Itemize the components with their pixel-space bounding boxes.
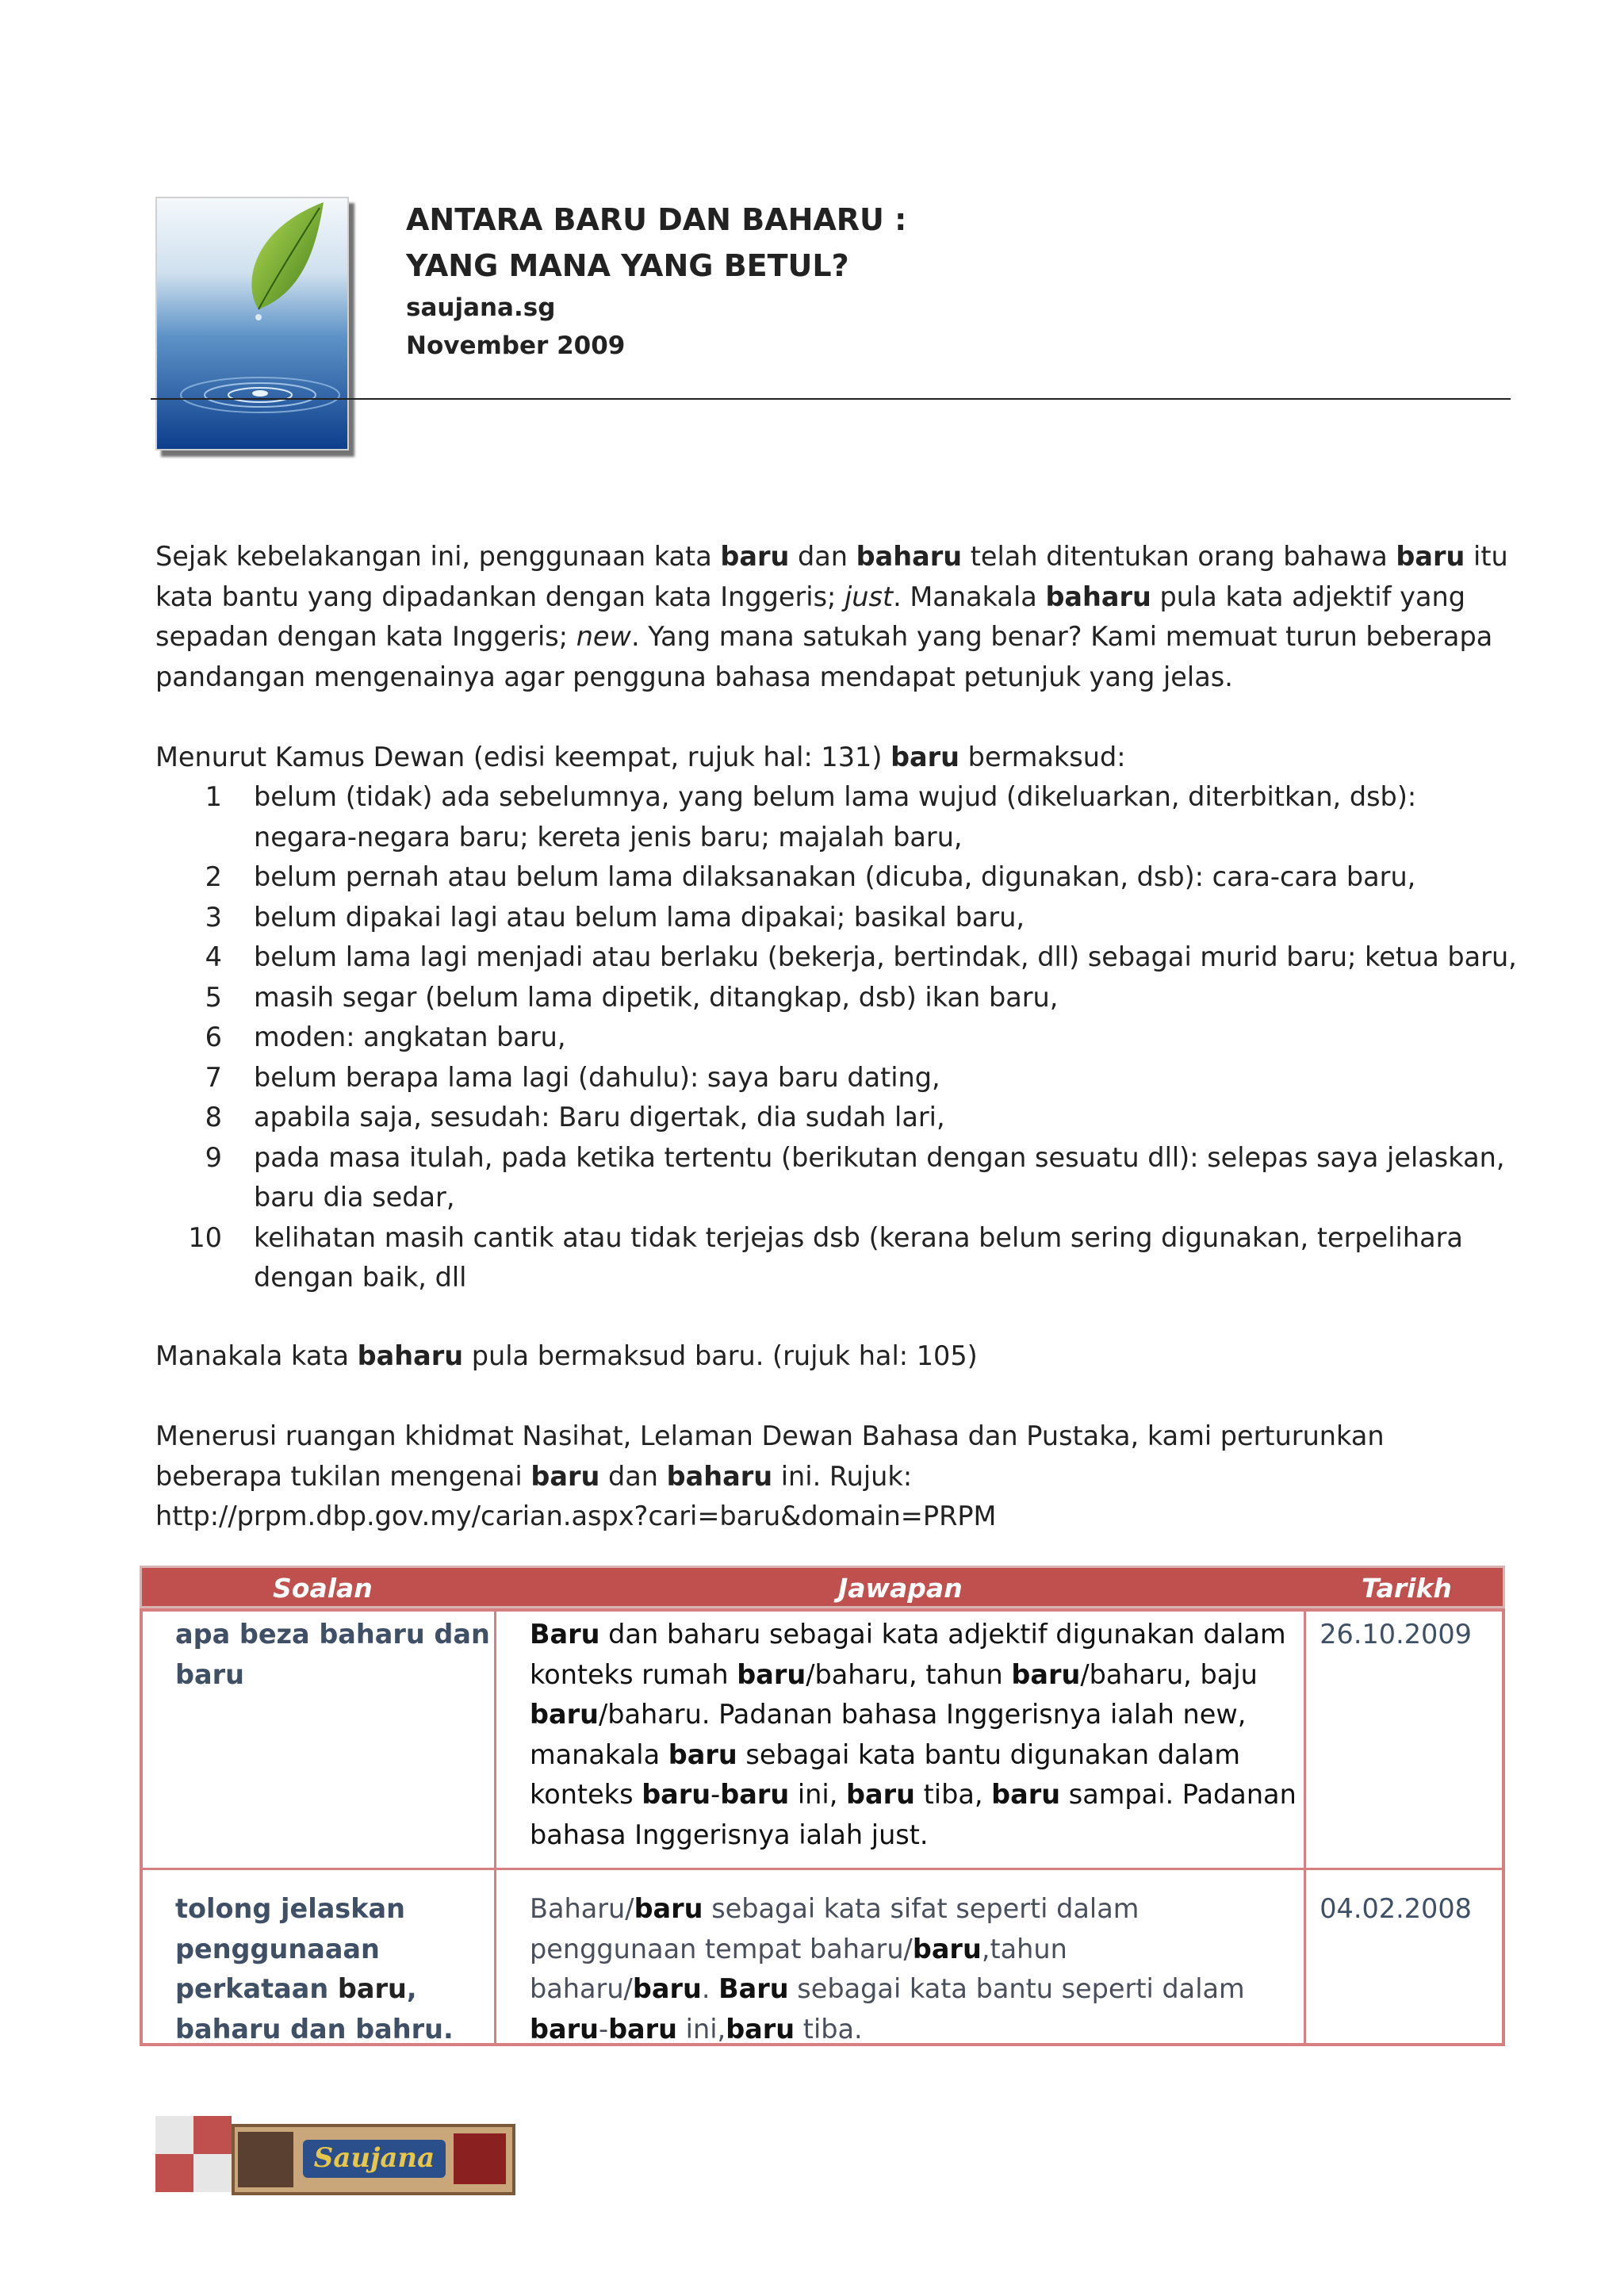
item-number: 6	[205, 1022, 222, 1052]
text-run: /baharu. Padanan bahasa Inggerisnya ialah new,	[598, 1699, 1247, 1730]
table-row-1-question	[175, 1615, 490, 1695]
item-text: pada masa itulah, pada ketika tertentu (berikutan dengan sesuatu dll): selepas saya jelaskan,	[254, 1141, 1505, 1173]
text-run: sampai. Padanan	[1060, 1779, 1297, 1810]
note-line	[155, 1336, 1519, 1377]
item-text: belum berapa lama lagi (dahulu): saya baru dating,	[254, 1061, 940, 1093]
bold-term: baru	[530, 2013, 599, 2045]
bold-term: baru	[668, 1738, 737, 1770]
text-run: dan baharu sebagai kata adjektif digunakan dalam	[599, 1619, 1286, 1650]
bold-term: baru	[891, 742, 960, 772]
text-run: .	[701, 1973, 719, 2004]
table-row-1-answer	[530, 1615, 1297, 1855]
item-text: belum lama lagi menjadi atau berlaku (bekerja, bertindak, dll) sebagai murid baru; ketua baru,	[254, 941, 1517, 972]
text-run: ,	[406, 1973, 417, 2004]
kamus-line	[155, 738, 1519, 778]
column-divider	[494, 1608, 496, 2046]
list-item	[155, 1218, 1535, 1298]
intro-line: pandangan mengenainya agar pengguna bahasa mendapat petunjuk yang jelas.	[155, 661, 1233, 692]
text-run: ini,	[677, 2013, 726, 2045]
title-line-1: ANTARA BARU DAN BAHARU :	[406, 202, 907, 237]
bold-term: baru	[530, 1460, 600, 1492]
list-item	[155, 857, 1535, 898]
item-number: 3	[205, 901, 222, 933]
text-run: baharu/	[530, 1973, 633, 2004]
list-item	[155, 898, 1535, 938]
item-text: moden: angkatan baru,	[254, 1022, 566, 1052]
answer-line	[530, 1615, 1291, 1655]
list-item	[155, 937, 1535, 978]
reference-line: Menerusi ruangan khidmat Nasihat, Lelaman Dewan Bahasa dan Pustaka, kami perturunkan	[155, 1420, 1385, 1451]
intro-line	[155, 617, 1519, 657]
source-label: saujana.sg	[406, 293, 556, 322]
item-number: 4	[205, 941, 222, 972]
text-run: dan	[599, 1460, 667, 1492]
table-row-2-answer	[530, 1889, 1291, 2049]
item-text: negara-negara baru; kereta jenis baru; majalah baru,	[254, 821, 963, 853]
meanings-list	[155, 777, 1535, 1298]
bold-term: baru	[337, 1973, 407, 2004]
text-run: pula bermaksud baru. (rujuk hal: 105)	[463, 1340, 978, 1371]
water-drop-illustration	[157, 198, 347, 449]
publish-date: November 2009	[406, 332, 626, 360]
intro-line	[155, 577, 1519, 618]
text-run: perkataan	[175, 1973, 338, 2004]
text-run: itu	[1465, 541, 1508, 572]
kamus-intro	[155, 738, 1519, 778]
bold-term: Baru	[530, 1619, 600, 1650]
item-text: belum (tidak) ada sebelumnya, yang belum lama wujud (dikeluarkan, diterbitkan, dsb):	[254, 781, 1417, 812]
table-header	[140, 1566, 1505, 1608]
list-item	[155, 1058, 1535, 1098]
row-divider	[140, 1868, 1505, 1870]
list-item	[155, 1098, 1535, 1138]
list-item	[155, 1138, 1535, 1218]
answer-line	[530, 1969, 1291, 2010]
item-number: 10	[188, 1221, 222, 1253]
item-number: 9	[205, 1141, 222, 1173]
bold-term: baru	[726, 2013, 795, 2045]
question-text	[175, 1969, 477, 2010]
answer-line	[530, 1775, 1297, 1815]
text-run: . Manakala	[893, 581, 1046, 612]
water-leaf-image	[155, 197, 349, 450]
reference-line	[155, 1457, 1519, 1497]
text-run: tiba,	[914, 1779, 992, 1810]
bold-term: baru	[1011, 1658, 1081, 1690]
item-text: dengan baik, dll	[254, 1262, 467, 1293]
text-run: tiba.	[795, 2013, 863, 2045]
list-item	[155, 777, 1535, 857]
text-run: sebagai kata bantu seperti dalam	[788, 1973, 1245, 2004]
decor-square	[155, 2116, 193, 2154]
question-text: baru	[175, 1658, 244, 1690]
bold-term: baru	[846, 1779, 915, 1810]
text-run: /baharu, baju	[1080, 1658, 1258, 1690]
bold-term: baharu	[856, 541, 963, 572]
header-jawapan: Jawapan	[838, 1573, 963, 1604]
text-run: penggunaan tempat baharu/	[530, 1933, 913, 1964]
text-run: dan	[789, 541, 856, 572]
decor-square	[193, 2154, 232, 2192]
bold-term: baru	[634, 1893, 703, 1924]
question-text: penggunaaan	[175, 1933, 380, 1964]
bold-term: baru	[720, 1779, 790, 1810]
bold-term: baru	[720, 541, 790, 572]
column-divider	[1304, 1608, 1306, 2046]
item-number: 1	[205, 781, 222, 812]
text-run: -	[598, 2013, 609, 2045]
italic-term: new	[576, 621, 631, 652]
bold-term: baru	[737, 1658, 806, 1690]
reference-url[interactable]: http://prpm.dbp.gov.my/carian.aspx?cari=baru&domain=PRPM	[155, 1501, 997, 1531]
bold-term: baharu	[357, 1340, 464, 1371]
text-run: bermaksud:	[959, 742, 1126, 772]
text-run: . Yang mana satukah yang benar? Kami memuat turun beberapa	[630, 621, 1493, 652]
svg-text:Saujana: Saujana	[313, 2142, 435, 2174]
bold-term: baharu	[1045, 581, 1151, 612]
text-run: Baharu/	[530, 1893, 634, 1924]
text-run: bahasa Inggerisnya ialah just.	[530, 1819, 929, 1850]
answer-line	[530, 1930, 1291, 1970]
text-run: Manakala kata	[155, 1340, 358, 1371]
item-text: baru dia sedar,	[254, 1182, 455, 1213]
text-run: sepadan dengan kata Inggeris;	[155, 621, 576, 652]
header-divider	[151, 398, 1511, 400]
text-run: -	[710, 1779, 721, 1810]
bold-term: baru	[530, 1699, 599, 1730]
list-item	[155, 978, 1535, 1018]
baharu-note	[155, 1336, 1519, 1377]
item-text: belum dipakai lagi atau belum lama dipakai; basikal baru,	[254, 901, 1025, 933]
item-number: 7	[205, 1061, 222, 1093]
bold-term: Baru	[718, 1973, 789, 2004]
bold-term: baru	[608, 2013, 678, 2045]
answer-line	[530, 1655, 1291, 1696]
item-text: masih segar (belum lama dipetik, ditangkap, dsb) ikan baru,	[254, 981, 1059, 1013]
table-row-2-date: 04.02.2008	[1320, 1893, 1472, 1924]
saujana-logo	[232, 2124, 515, 2195]
header-soalan: Soalan	[273, 1573, 373, 1604]
answer-line	[530, 2010, 1291, 2050]
answer-line	[530, 1889, 1291, 1930]
answer-line	[530, 1735, 1291, 1776]
table-row-2-question	[175, 1889, 477, 2049]
reference-paragraph	[155, 1416, 1519, 1537]
text-run: manakala	[530, 1738, 668, 1770]
answer-line	[530, 1695, 1291, 1735]
bold-term: baru	[991, 1779, 1061, 1810]
qa-table	[140, 1566, 1505, 2065]
document-header	[406, 197, 1437, 365]
item-number: 5	[205, 981, 222, 1013]
question-text: tolong jelaskan	[175, 1893, 405, 1924]
footer-logo	[155, 2116, 520, 2203]
decor-square	[155, 2154, 193, 2192]
intro-line	[155, 537, 1519, 577]
table-row-1-date: 26.10.2009	[1320, 1619, 1472, 1650]
item-text: kelihatan masih cantik atau tidak terjejas dsb (kerana belum sering digunakan, terpelihara	[254, 1221, 1463, 1253]
text-run: kata bantu yang dipadankan dengan kata Inggeris;	[155, 581, 845, 612]
text-run: Sejak kebelakangan ini, penggunaan kata	[155, 541, 721, 572]
bold-term: baharu	[666, 1460, 773, 1492]
item-text: belum pernah atau belum lama dilaksanakan (dicuba, digunakan, dsb): cara-cara baru,	[254, 861, 1416, 892]
item-number: 2	[205, 861, 222, 892]
text-run: pula kata adjektif yang	[1151, 581, 1465, 612]
intro-paragraph	[155, 537, 1519, 697]
bold-term: baru	[642, 1779, 711, 1810]
text-run: beberapa tukilan mengenai	[155, 1460, 531, 1492]
text-run: telah ditentukan orang bahawa	[962, 541, 1396, 572]
text-run: konteks rumah	[530, 1658, 737, 1690]
title-line-2: YANG MANA YANG BETUL?	[406, 248, 849, 283]
item-number: 8	[205, 1102, 222, 1133]
text-run: sebagai kata bantu digunakan dalam	[737, 1738, 1240, 1770]
italic-term: just	[844, 581, 894, 612]
text-run: ini,	[789, 1779, 847, 1810]
bold-term: baru	[632, 1973, 702, 2004]
text-run: konteks	[530, 1779, 642, 1810]
text-run: /baharu, tahun	[806, 1658, 1012, 1690]
question-text: apa beza baharu dan	[175, 1619, 490, 1650]
text-run: Menurut Kamus Dewan (edisi keempat, rujuk hal: 131)	[155, 742, 891, 772]
decor-square	[193, 2116, 232, 2154]
list-item	[155, 1018, 1535, 1058]
answer-line	[530, 1815, 1291, 1856]
question-text: baharu dan bahru.	[175, 2013, 454, 2045]
header-tarikh: Tarikh	[1362, 1573, 1452, 1604]
text-run: ,tahun	[981, 1933, 1067, 1964]
bold-term: baru	[912, 1933, 982, 1964]
text-run: ini. Rujuk:	[772, 1460, 913, 1492]
item-text: apabila saja, sesudah: Baru digertak, dia sudah lari,	[254, 1102, 945, 1133]
bold-term: baru	[1396, 541, 1465, 572]
text-run: sebagai kata sifat seperti dalam	[703, 1893, 1139, 1924]
